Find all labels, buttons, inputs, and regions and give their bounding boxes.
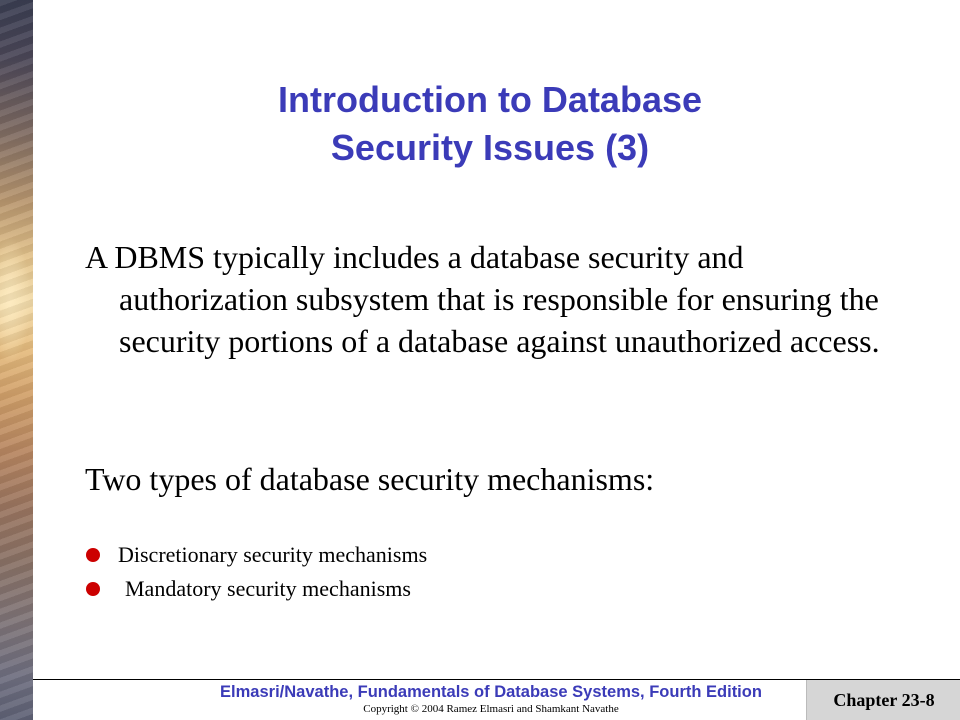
bullet-icon [86,548,100,562]
slide-title-line2: Security Issues (3) [330,127,650,168]
footer-copyright: Copyright © 2004 Ramez Elmasri and Shamkant Navathe [363,703,619,715]
decorative-side-image [0,0,33,720]
chapter-label: Chapter 23-8 [833,689,935,710]
bullet-text: Discretionary security mechanisms [118,542,428,567]
slide-title [60,76,920,172]
bullet-text: Mandatory security mechanisms [125,576,411,601]
bullet-icon [86,582,100,596]
slide-title-line1: Introduction to Database [277,79,703,120]
body-paragraph-dbms: A DBMS typically includes a database security and authorization subsystem that is responsible for ensuring the security portions of a database against unauthorized access. [85,239,880,359]
list-item [85,538,427,572]
list-item [85,572,427,606]
body-paragraph-types: Two types of database security mechanisms: [85,461,655,497]
footer-book-title: Elmasri/Navathe, Fundamentals of Database Systems, Fourth Edition [220,683,762,701]
chapter-badge [806,680,960,720]
bullet-list [85,538,427,606]
